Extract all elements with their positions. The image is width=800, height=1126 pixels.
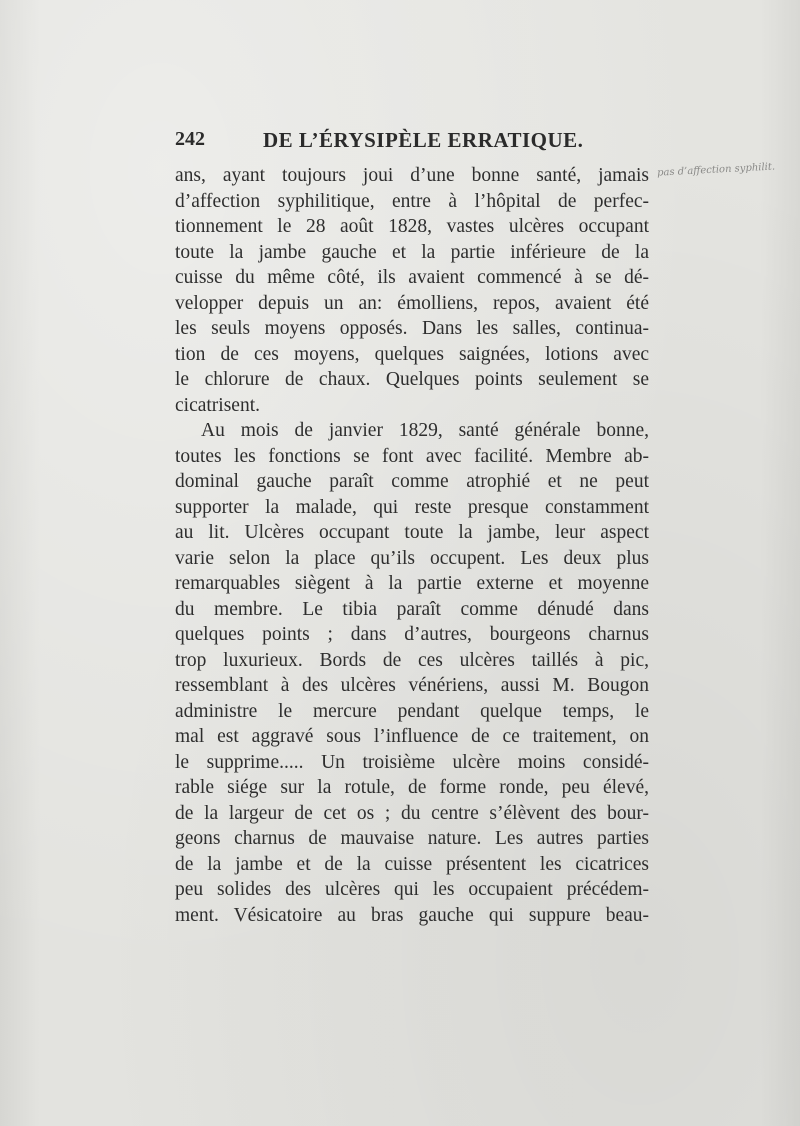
page-number: 242 <box>175 128 205 150</box>
text-line: ans, ayant toujours joui d’une bonne santé, jamais <box>175 165 649 186</box>
text-line: d’affection syphilitique, entre à l’hôpital de perfec- <box>175 190 649 212</box>
text-line: quelques points ; dans d’autres, bourgeons charnus <box>175 624 649 645</box>
paragraph-start-line: Au mois de janvier 1829, santé générale bonne, <box>201 420 649 441</box>
text-line: ressemblant à des ulcères vénériens, aussi M. Bougon <box>175 675 649 696</box>
text-line: varie selon la place qu’ils occupent. Les deux plus <box>175 547 649 569</box>
text-line: tionnement le 28 août 1828, vastes ulcères occupant <box>175 216 649 237</box>
text-line: rable siége sur la rotule, de forme ronde, peu élevé, <box>175 777 649 798</box>
text-line: geons charnus de mauvaise nature. Les autres parties <box>175 828 649 849</box>
text-line: remarquables siègent à la partie externe et moyenne <box>175 573 649 594</box>
text-line: toute la jambe gauche et la partie inférieure de la <box>175 241 649 263</box>
text-line: dominal gauche paraît comme atrophié et ne peut <box>175 471 649 492</box>
text-line: ment. Vésicatoire au bras gauche qui suppure beau- <box>175 904 649 926</box>
text-line: peu solides des ulcères qui les occupaient précédem- <box>175 879 649 900</box>
handwritten-margin-note: pas d’affection syphilit. <box>656 161 776 179</box>
text-line: administre le mercure pendant quelque temps, le <box>175 700 649 722</box>
text-line: le supprime..... Un troisième ulcère moins considé- <box>175 751 649 773</box>
running-title: DE L’ÉRYSIPÈLE ERRATIQUE. <box>263 128 584 152</box>
text-line: au lit. Ulcères occupant toute la jambe, leur aspect <box>175 522 649 543</box>
text-line: le chlorure de chaux. Quelques points seulement se <box>175 369 649 390</box>
running-head <box>175 128 655 158</box>
text-line: du membre. Le tibia paraît comme dénudé dans <box>175 598 649 620</box>
text-line: trop luxurieux. Bords de ces ulcères taillés à pic, <box>175 649 649 671</box>
text-line: supporter la malade, qui reste presque constamment <box>175 496 649 518</box>
text-line: velopper depuis un an: émolliens, repos, avaient été <box>175 292 649 314</box>
text-line: les seuls moyens opposés. Dans les salles, continua- <box>175 318 649 339</box>
body-text <box>175 163 649 928</box>
text-line: cuisse du même côté, ils avaient commencé à se dé- <box>175 267 649 288</box>
text-line: de la largeur de cet os ; du centre s’élèvent des bour- <box>175 802 649 824</box>
text-line: tion de ces moyens, quelques saignées, lotions avec <box>175 343 649 365</box>
text-line: toutes les fonctions se font avec facilité. Membre ab- <box>175 445 649 467</box>
text-line: mal est aggravé sous l’influence de ce traitement, on <box>175 726 649 747</box>
text-line: de la jambe et de la cuisse présentent les cicatrices <box>175 853 649 875</box>
paragraph-end-line: cicatrisent. <box>175 394 260 416</box>
